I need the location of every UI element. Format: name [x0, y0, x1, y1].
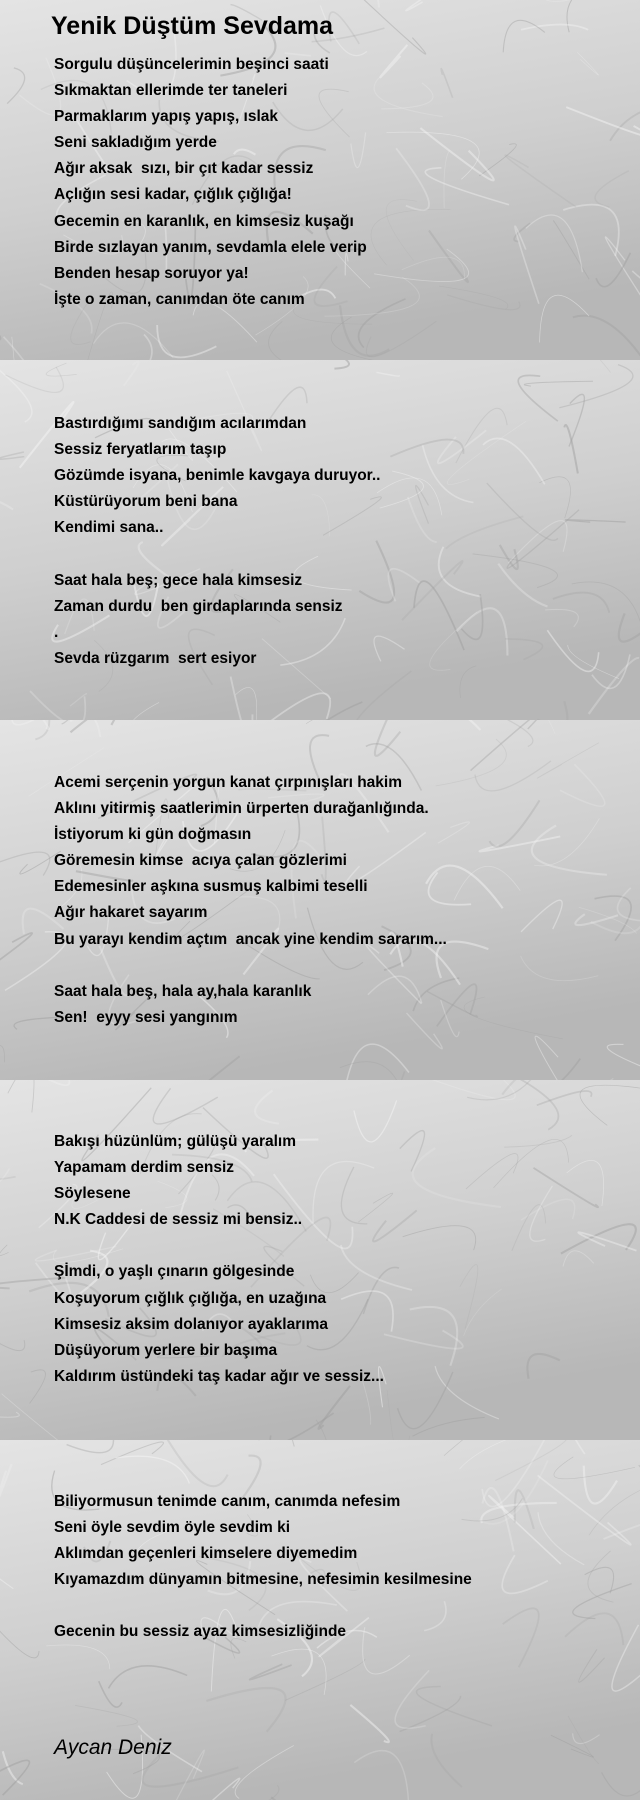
poem-line: Edemesinler aşkına susmuş kalbimi teselli	[54, 878, 368, 896]
stanza-1	[54, 52, 367, 313]
poem-line: Sessiz feryatlarım taşıp	[54, 441, 227, 459]
poem-title: Yenik Düştüm Sevdama	[51, 12, 334, 40]
poem-line: Birde sızlayan yanım, sevdamla elele verip	[54, 238, 367, 256]
poem-line: Bakışı hüzünlüm; gülüşü yaralım	[54, 1133, 297, 1150]
poem-line: N.K Caddesi de sessiz mi bensiz..	[54, 1211, 303, 1229]
poem-line: Küstürüyorum beni bana	[54, 493, 238, 511]
poem-line: Göremesin kimse acıya çalan gözlerimi	[54, 852, 347, 870]
poem-line: Yapamam derdim sensiz	[54, 1159, 235, 1177]
poem-line: Söylesene	[54, 1185, 131, 1203]
poem-line: İşte o zaman, canımdan öte canım	[54, 290, 305, 308]
stanza-2	[54, 411, 380, 672]
poem-line: Aklını yitirmiş saatlerimin ürperten durağanlığında.	[54, 800, 429, 818]
poem-line: Kaldırım üstündeki taş kadar ağır ve sessiz...	[54, 1367, 384, 1385]
poem-line	[54, 541, 380, 567]
poem-line: Gözümde isyana, benimle kavgaya duruyor..	[54, 467, 381, 485]
poem-line: Sen! eyyy sesi yangınım	[54, 1008, 238, 1026]
poem-line: Zaman durdu ben girdaplarında sensiz	[54, 597, 343, 615]
poem-line: Bastırdığımı sandığım acılarımdan	[54, 415, 307, 432]
poem-line: Aklımdan geçenleri kimselere diyemedim	[54, 1545, 358, 1563]
poem-line: Seni öyle sevdim öyle sevdim ki	[54, 1519, 291, 1537]
poem-line: Sıkmaktan ellerimde ter taneleri	[54, 82, 288, 100]
poem-line: .	[54, 623, 59, 641]
stanza-3	[54, 770, 447, 1031]
stanza-4	[54, 1129, 384, 1390]
poem-line: Sevda rüzgarım sert esiyor	[54, 649, 257, 667]
poem-line: Kendimi sana..	[54, 519, 164, 537]
poem-line: Açlığın sesi kadar, çığlık çığlığa!	[54, 186, 292, 204]
poem-line: Şİmdi, o yaşlı çınarın gölgesinde	[54, 1263, 295, 1281]
poem-line: Bu yarayı kendim açtım ancak yine kendim sararım...	[54, 930, 447, 948]
poem-line: Acemi serçenin yorgun kanat çırpınışları hakim	[54, 774, 403, 791]
poem-line: Parmaklarım yapış yapış, ıslak	[54, 108, 279, 126]
poem-line: Ağır aksak sızı, bir çıt kadar sessiz	[54, 160, 314, 178]
poem-line: Sorgulu düşüncelerimin beşinci saati	[54, 56, 329, 73]
poem-line: Kıyamazdım dünyamın bitmesine, nefesimin kesilmesine	[54, 1571, 472, 1589]
poem-author: Aycan Deniz	[54, 1736, 172, 1759]
poem-line: Ağır hakaret sayarım	[54, 904, 208, 922]
poem-line: Gecenin bu sessiz ayaz kimsesizliğinde	[54, 1623, 347, 1641]
poem-line: Saat hala beş; gece hala kimsesiz	[54, 571, 303, 589]
poem-line: Koşuyorum çığlık çığlığa, en uzağına	[54, 1289, 327, 1307]
poem-line: Saat hala beş, hala ay,hala karanlık	[54, 982, 312, 1000]
poem-line	[54, 1593, 472, 1619]
poem-line	[54, 953, 447, 979]
poem-line: Kimsesiz aksim dolanıyor ayaklarıma	[54, 1315, 328, 1333]
poem-line: Düşüyorum yerlere bir başıma	[54, 1341, 278, 1359]
poem-line: İstiyorum ki gün doğmasın	[54, 826, 252, 844]
stanza-5	[54, 1489, 472, 1646]
poem-line	[54, 1233, 384, 1259]
poem-line: Seni sakladığım yerde	[54, 134, 217, 152]
poem-line: Biliyormusun tenimde canım, canımda nefesim	[54, 1493, 401, 1510]
poem-line: Gecemin en karanlık, en kimsesiz kuşağı	[54, 212, 354, 230]
poem-line: Benden hesap soruyor ya!	[54, 264, 249, 282]
